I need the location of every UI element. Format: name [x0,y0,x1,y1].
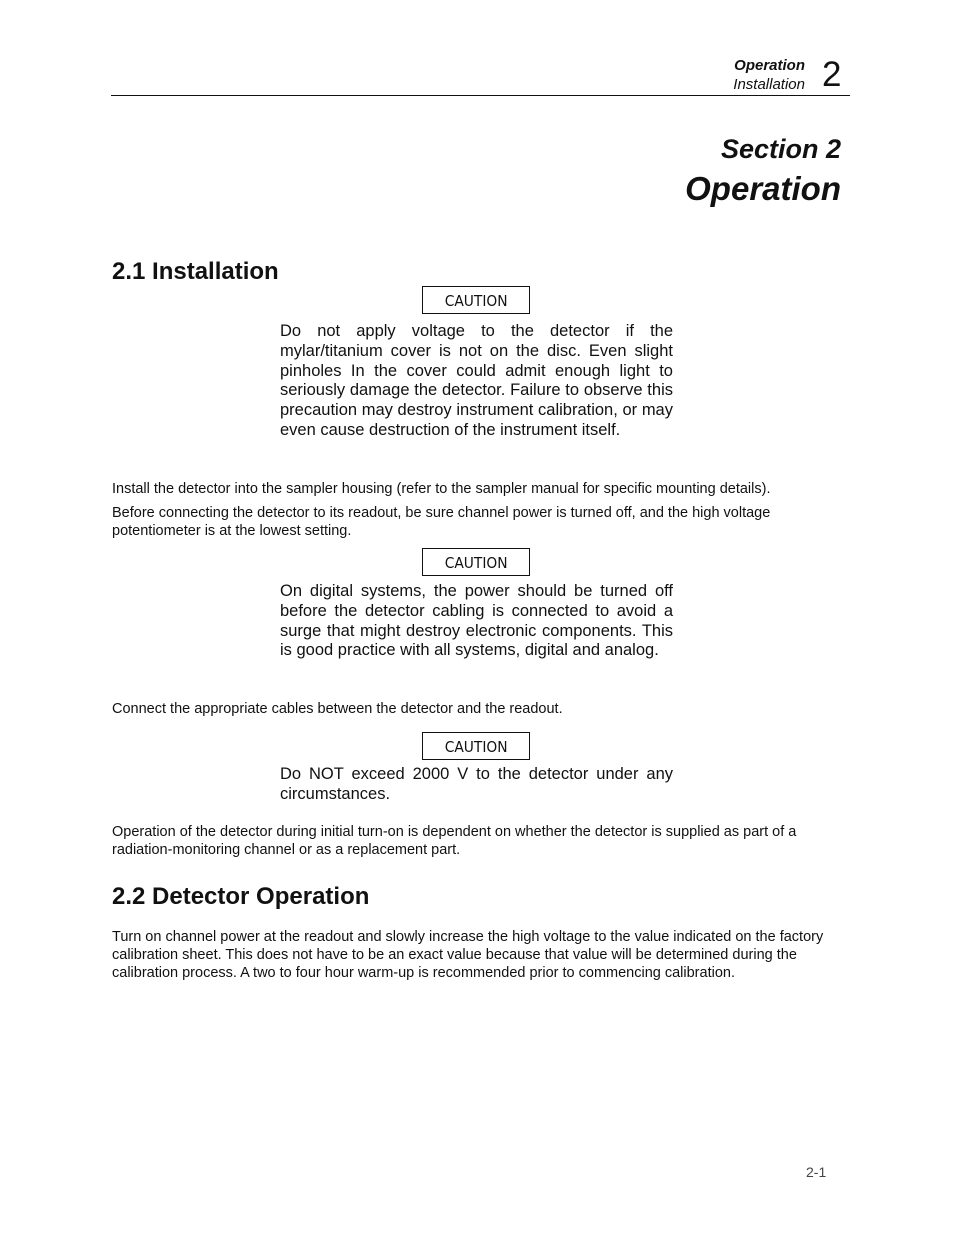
caution-label-2: CAUTION [422,548,530,576]
section-title: Operation [685,170,841,207]
caution-text-2: On digital systems, the power should be turned off before the detector cabling is connected to avoid a surge that might destroy electronic components. This is good practice with all systems, digital and analog. [280,582,673,660]
caution-text-1: Do not apply voltage to the detector if the mylar/titanium cover is not on the disc. Even slight pinholes In the cover could admit enough light to seriously damage the detector. Failure to observe this precaution may destroy instrument calibration, or may even cause destruction of the instrument itself. [280,322,673,439]
paragraph-connect-cables: Connect the appropriate cables between the detector and the readout. [112,701,563,717]
heading-installation: 2.1 Installation [112,258,279,285]
paragraph-install-detector: Install the detector into the sampler housing (refer to the sampler manual for specific mounting details). [112,481,771,497]
caution-label-1: CAUTION [422,286,530,314]
running-header-section-name: Installation [733,76,805,93]
page-number: 2-1 [806,1164,827,1180]
caution-label-3: CAUTION [422,732,530,760]
paragraph-turn-on-channel: Turn on channel power at the readout and slowly increase the high voltage to the value indicated on the factory calibration sheet. This does not have to be an exact value because that value will be determined during the calibration process. A two to four hour warm-up is recommended prior to commencing calibration. [112,929,824,981]
running-header-chapter-number: 2 [822,55,842,94]
caution-text-3: Do NOT exceed 2000 V to the detector under any circumstances. [280,765,673,803]
header-rule [111,95,850,96]
paragraph-initial-turn-on: Operation of the detector during initial turn-on is dependent on whether the detector is supplied as part of a radiation-monitoring channel or as a replacement part. [112,824,797,858]
heading-detector-operation: 2.2 Detector Operation [112,883,370,910]
running-header-chapter-title: Operation [734,57,805,74]
paragraph-before-connecting: Before connecting the detector to its readout, be sure channel power is turned off, and the high voltage potentiometer is at the lowest setting. [112,505,771,539]
section-label: Section 2 [720,134,841,164]
